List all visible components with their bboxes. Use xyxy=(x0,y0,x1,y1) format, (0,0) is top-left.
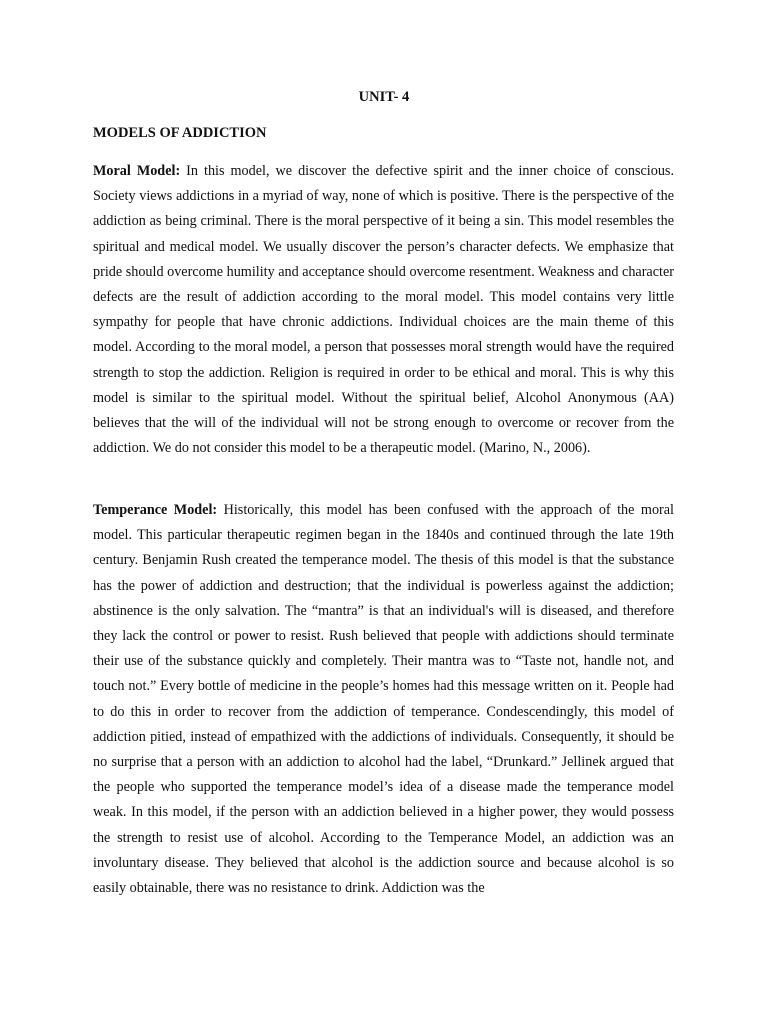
section-title: MODELS OF ADDICTION xyxy=(93,125,267,141)
paragraph-moral-model xyxy=(93,159,674,461)
paragraph-temperance-model xyxy=(93,498,674,901)
paragraph-text-moral-model: In this model, we discover the defective spirit and the inner choice of conscious. Society views addictions in a myriad of way, none of which is positive. There is the perspective of the addiction as being criminal. There is the moral perspective of it being a sin. This model resembles the spiritual and medical model. We usually discover the person’s character defects. We emphasize that pride should overcome humility and acceptance should overcome resentment. Weakness and character defects are the result of addiction according to the moral model. This model contains very little sympathy for people that have chronic addictions. Individual choices are the main theme of this model. According to the moral model, a person that possesses moral strength would have the required strength to stop the addiction. Religion is required in order to be ethical and moral. This is why this model is similar to the spiritual model. Without the spiritual belief, Alcohol Anonymous (AA) believes that the will of the individual will not be strong enough to overcome or recover from the addiction. We do not consider this model to be a therapeutic model. (Marino, N., 2006). xyxy=(93,163,674,457)
paragraph-text-temperance-model: Historically, this model has been confused with the approach of the moral model. This particular therapeutic regimen began in the 1840s and continued through the late 19th century. Benjamin Rush created the temperance model. The thesis of this model is that the substance has the power of addiction and destruction; that the individual is powerless against the addiction; abstinence is the only salvation. The “mantra” is that an individual's will is diseased, and therefore they lack the control or power to resist. Rush believed that people with addictions should terminate their use of the substance quickly and completely. Their mantra was to “Taste not, handle not, and touch not.” Every bottle of medicine in the people’s homes had this message written on it. People had to do this in order to recover from the addiction of temperance. Condescendingly, this model of addiction pitied, instead of empathized with the addictions of individuals. Consequently, it should be no surprise that a person with an addiction to alcohol had the label, “Drunkard.” Jellinek argued that the people who supported the temperance model’s idea of a disease made the temperance model weak. In this model, if the person with an addiction believed in a higher power, they would possess the strength to resist use of alcohol. According to the Temperance Model, an addiction was an involuntary disease. They believed that alcohol is the addiction source and because alcohol is so easily obtainable, there was no resistance to drink. Addiction was the xyxy=(93,502,675,897)
unit-title: UNIT- 4 xyxy=(358,89,410,105)
paragraph-lead-moral-model: Moral Model: xyxy=(93,163,181,179)
paragraph-lead-temperance-model: Temperance Model: xyxy=(93,502,218,518)
